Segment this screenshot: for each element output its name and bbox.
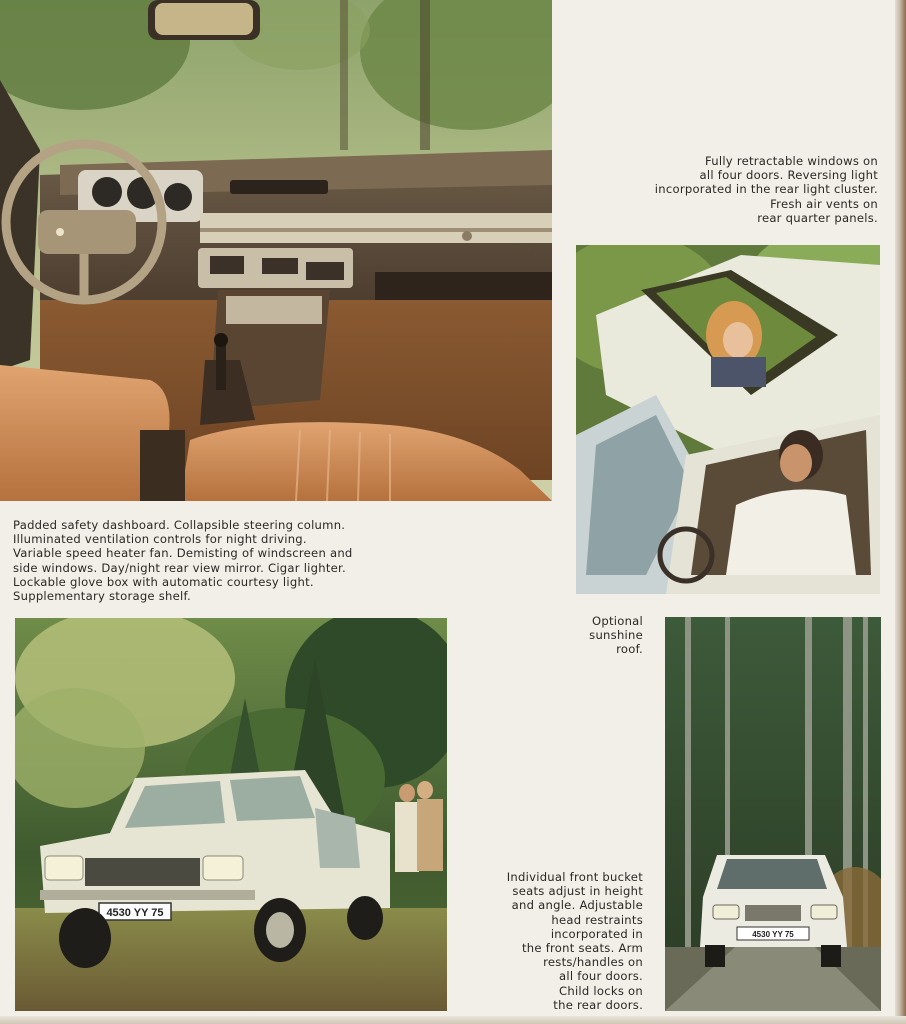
- caption-line: seats adjust in height: [512, 884, 643, 899]
- caption-line: roof.: [616, 642, 643, 657]
- caption-line: Fully retractable windows on: [704, 154, 878, 168]
- dashboard-badge: 504: [512, 242, 531, 254]
- caption-line: Variable speed heater fan. Demisting of windscreen and: [13, 546, 353, 561]
- caption-line: the front seats. Arm: [522, 941, 643, 956]
- caption-line: the rear doors.: [553, 997, 643, 1012]
- caption-line: Fresh air vents on: [770, 196, 878, 211]
- caption-line: all four doors.: [559, 969, 643, 984]
- caption-line: incorporated in: [550, 926, 643, 941]
- sunroof-photo: [576, 245, 880, 594]
- caption-line: Supplementary storage shelf.: [13, 589, 191, 604]
- caption-line: head restraints: [551, 912, 643, 927]
- seats-caption: [470, 870, 643, 1012]
- caption-line: Illuminated ventilation controls for night driving.: [13, 532, 307, 547]
- dashboard-caption: [13, 518, 413, 603]
- caption-line: Optional: [591, 614, 643, 628]
- caption-line: all four doors. Reversing light: [699, 168, 878, 183]
- caption-line: rear quarter panels.: [757, 210, 878, 225]
- car-rear-photo: [665, 617, 881, 1011]
- caption-line: Individual front bucket: [506, 870, 643, 884]
- dashboard-interior-photo: [0, 0, 552, 501]
- caption-line: Child locks on: [559, 983, 643, 998]
- page-edge-right: [895, 0, 906, 1024]
- rear-license-plate: 4530 YY 75: [752, 930, 794, 939]
- page-edge-bottom: [0, 1016, 906, 1024]
- sunroof-caption: [560, 614, 643, 657]
- caption-line: and angle. Adjustable: [511, 898, 643, 913]
- caption-line: rests/handles on: [543, 955, 643, 970]
- windows-caption: [560, 154, 878, 225]
- caption-line: incorporated in the rear light cluster.: [654, 182, 878, 197]
- caption-line: sunshine: [589, 628, 643, 643]
- caption-line: Lockable glove box with automatic courtesy light.: [13, 574, 314, 589]
- front-license-plate: 4530 YY 75: [106, 907, 164, 919]
- caption-line: Padded safety dashboard. Collapsible steering column.: [13, 518, 346, 532]
- caption-line: side windows. Day/night rear view mirror. Cigar lighter.: [13, 560, 346, 575]
- car-front-photo: [15, 618, 447, 1011]
